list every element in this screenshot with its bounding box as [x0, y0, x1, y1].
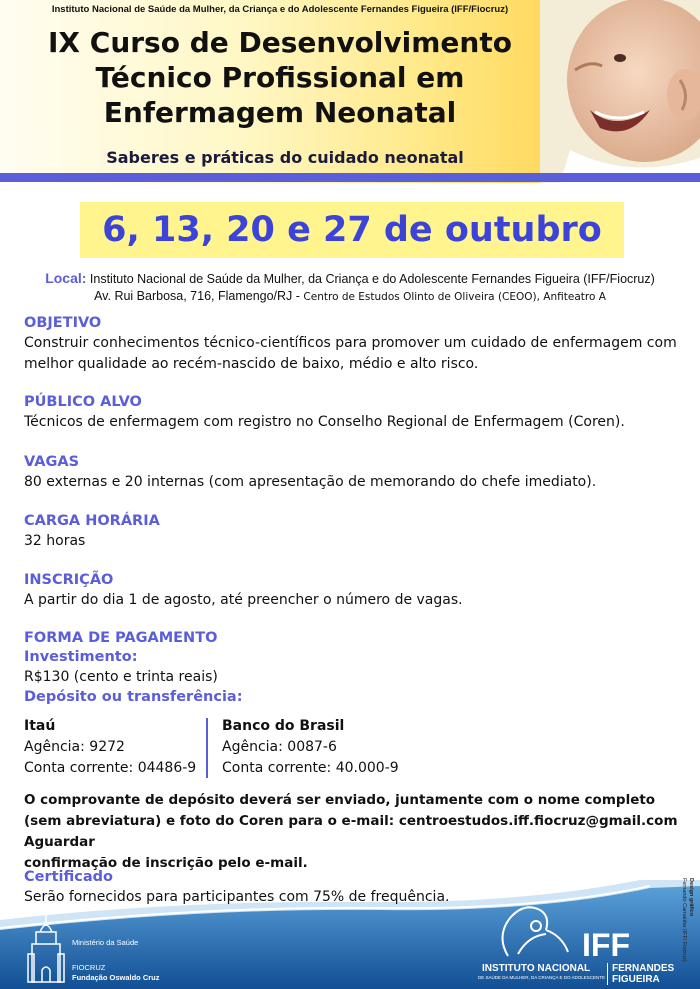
location-venue: Centro de Estudos Olinto de Oliveira (CEOO), Anfiteatro A [303, 291, 606, 303]
section-heading: PÚBLICO ALVO [24, 394, 142, 410]
section-certificado [24, 868, 684, 908]
mother-child-icon [488, 896, 578, 960]
section-inscricao [24, 571, 684, 611]
location-label: Local: [45, 270, 87, 286]
bank-conta: Conta corrente: 40.000-9 [222, 760, 399, 776]
fiocruz-label [72, 963, 160, 983]
section-text: A partir do dia 1 de agosto, até preencher o número de vagas. [24, 592, 463, 608]
section-heading: VAGAS [24, 454, 80, 470]
notice-line-2: (sem abreviatura) e foto do Coren para o e-mail: centroestudos.iff.fiocruz@gmail.com Aguardar [24, 813, 678, 850]
design-label: Design gráfico [688, 878, 694, 917]
bank-divider [206, 718, 208, 778]
bank-agencia: Agência: 0087-6 [222, 739, 337, 755]
location-line-1: Instituto Nacional de Saúde da Mulher, da Criança e do Adolescente Fernandes Figueira (IFF/Fiocruz) [89, 272, 655, 286]
title-line-1: IX Curso de Desenvolvimento [48, 26, 512, 59]
section-heading: OBJETIVO [24, 315, 102, 331]
fiocruz-castle-icon [26, 910, 66, 984]
location-address: Av. Rui Barbosa, 716, Flamengo/RJ - [94, 289, 304, 303]
title-line-3: Enfermagem Neonatal [103, 96, 457, 129]
course-title [0, 25, 560, 130]
course-subtitle: Saberes e práticas do cuidado neonatal [106, 148, 464, 167]
title-line-2: Técnico Profissional em [95, 61, 465, 94]
location-block [0, 270, 700, 306]
design-name: Fernando Carnaúba (IFF/ Fiocruz) [681, 878, 687, 962]
bank-agencia: Agência: 9272 [24, 739, 125, 755]
deposito-label: Depósito ou transferência: [24, 689, 243, 705]
baby-photo [540, 0, 700, 183]
section-carga-horaria [24, 512, 684, 552]
section-heading: INSCRIÇÃO [24, 572, 114, 588]
section-text: 80 externas e 20 internas (com apresentação de memorando do chefe imediato). [24, 474, 597, 490]
bank-conta: Conta corrente: 04486-9 [24, 760, 197, 776]
section-text: Serão fornecidos para participantes com 75% de frequência. [24, 889, 450, 905]
section-heading: CARGA HORÁRIA [24, 513, 160, 529]
section-text: 32 horas [24, 533, 86, 549]
bank-banco-do-brasil [222, 716, 399, 779]
section-forma-pagamento [24, 629, 684, 707]
iff-subtitle: DE SAÚDE DA MULHER, DA CRIANÇA E DO ADOLESCENTE [478, 975, 606, 980]
section-vagas [24, 453, 684, 493]
course-dates: 6, 13, 20 e 27 de outubro [80, 202, 624, 258]
iff-logo-text: IFF [582, 927, 630, 963]
institute-name: Instituto Nacional de Saúde da Mulher, da Criança e do Adolescente Fernandes Figueira (IFF/Fiocruz) [51, 4, 509, 15]
header-banner [0, 0, 700, 183]
ministerio-label: Ministério da Saúde [72, 938, 139, 947]
investimento-value: R$130 (cento e trinta reais) [24, 669, 218, 685]
bank-accounts [24, 716, 684, 782]
notice-line-3: confirmação de inscrição pelo e-mail. [24, 855, 308, 871]
design-credit-text [680, 878, 694, 962]
bank-name: Banco do Brasil [222, 718, 345, 734]
section-publico-alvo [24, 393, 684, 433]
iff-fernandes-figueira: FERNANDES FIGUEIRA [607, 963, 700, 985]
bank-itau [24, 716, 196, 779]
header-accent-bar [0, 173, 700, 182]
section-heading: FORMA DE PAGAMENTO [24, 630, 218, 646]
investimento-label: Investimento: [24, 649, 138, 665]
section-heading: Certificado [24, 869, 113, 885]
iff-institute: INSTITUTO NACIONAL [482, 963, 591, 974]
payment-notice [24, 790, 694, 874]
fiocruz-name: FIOCRUZ [72, 963, 106, 972]
bank-name: Itaú [24, 718, 56, 734]
fundacao-name: Fundação Oswaldo Cruz [72, 973, 160, 982]
design-credit [681, 878, 696, 988]
notice-line-1: O comprovante de depósito deverá ser enviado, juntamente com o nome completo [24, 792, 656, 808]
section-text: Técnicos de enfermagem com registro no Conselho Regional de Enfermagem (Coren). [24, 414, 625, 430]
section-objetivo [24, 314, 684, 375]
section-text: Construir conhecimentos técnico-científicos para promover um cuidado de enfermagem com melhor qualidade ao recém-nascido de baixo, médio e alto risco. [24, 335, 677, 372]
